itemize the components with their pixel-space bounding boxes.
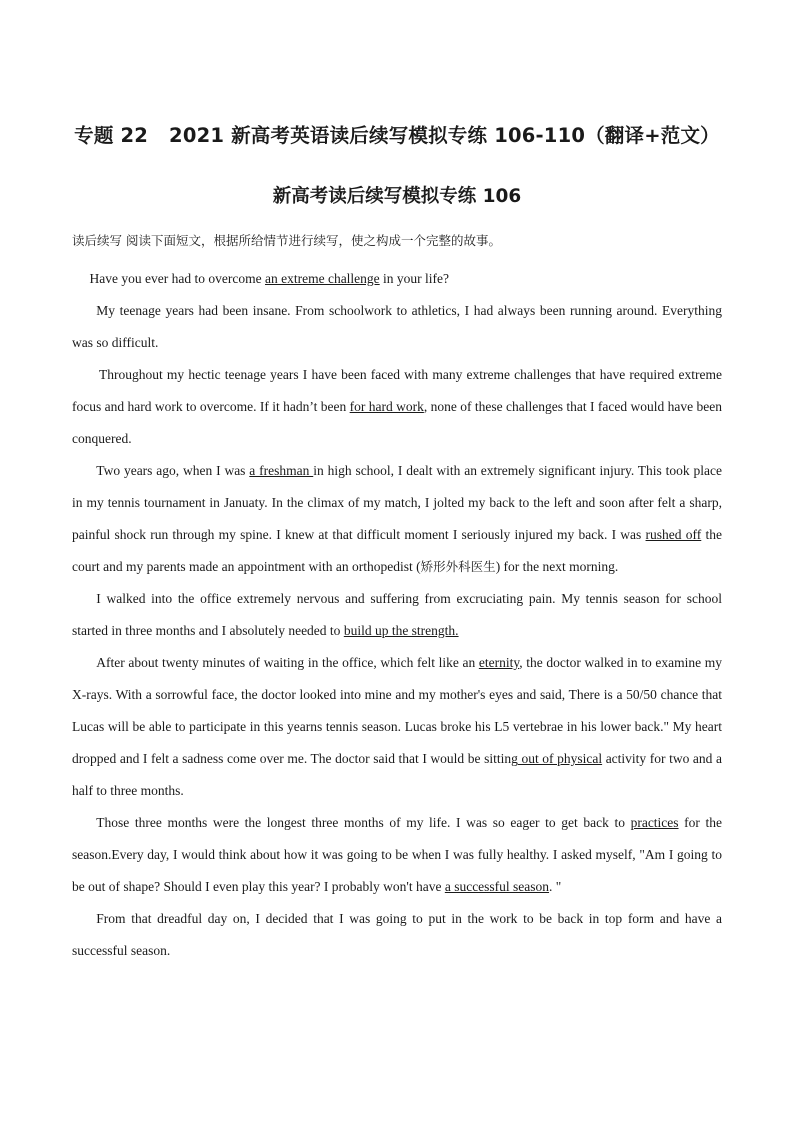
text-run: , none of these challenges that I faced would have been conquered.: [72, 399, 722, 446]
paragraph-5: [72, 583, 722, 647]
title-prefix: 专题 22: [74, 124, 149, 147]
underlined-phrase: eternity: [478, 655, 520, 670]
text-run: Throughout my hectic teenage years I have been faced with many extreme challenges that have required extreme focus and hard work to overcome. If it hadn’t been: [72, 367, 722, 414]
paragraph-6: [72, 647, 722, 807]
text-run: in your life?: [379, 271, 450, 286]
text-run: , the doctor walked in to examine my X-rays. With a sorrowful face, the doctor looked into mine and my mother's eyes and said, There is a 50/50 chance that Lucas will be able to participate in this yearns tennis season. Lucas broke his L5 vertebrae in his lower back." My heart dropped and I felt a sadness come over me. The doctor said that I would be sitting: [72, 655, 722, 766]
instruction-text: 读后续写 阅读下面短文，根据所给情节进行续写，使之构成一个完整的故事。: [72, 233, 501, 248]
text-run: From that dreadful day on, I decided that I was going to put in the work to be back in top form and have a successful season.: [72, 911, 722, 958]
paragraph-8: [72, 903, 722, 967]
text-run: I walked into the office extremely nervous and suffering from excruciating pain. My tennis season for school started in three months and I absolutely needed to: [72, 591, 722, 638]
underlined-phrase: build up the strength.: [343, 623, 459, 638]
text-run: for the season.Every day, I would think about how it was going to be when I was fully healthy. I asked myself, "Am I going to be out of shape? Should I even play this year? I probably won't have: [72, 815, 722, 894]
text-run: activity for two and a half to three months.: [72, 751, 722, 798]
underlined-phrase: an extreme challenge: [264, 271, 380, 286]
text-run: in high school, I dealt with an extremely significant injury. This took place in my tennis tournament in Januaty. In the climax of my match, I jolted my back to the left and soon after felt a sharp, painful shock run through my spine. I knew at that difficult moment I seriously injured my back. I was: [72, 463, 722, 542]
paragraph-3: [72, 359, 722, 455]
paragraph-2: [72, 295, 722, 359]
document-subtitle: 新高考读后续写模拟专练 106: [272, 186, 522, 207]
paragraph-7: [72, 807, 722, 903]
passage-body: [72, 263, 722, 967]
underlined-phrase: a successful season: [444, 879, 550, 894]
text-run: My teenage years had been insane. From schoolwork to athletics, I had always been running around. Everything was so difficult.: [72, 303, 722, 350]
text-run: Two years ago, when I was: [96, 463, 250, 478]
text-run: Those three months were the longest three months of my life. I was so eager to get back to: [96, 815, 631, 830]
paragraph-1: [72, 263, 722, 295]
text-run: After about twenty minutes of waiting in the office, which felt like an: [96, 655, 479, 670]
title-main: 2021 新高考英语读后续写模拟专练 106-110（翻译+范文）: [169, 124, 720, 147]
document-title: [0, 120, 794, 148]
paragraph-4: [72, 455, 722, 583]
text-run: Have you ever had to overcome: [89, 271, 265, 286]
underlined-phrase: out of physical: [517, 751, 603, 766]
text-run: the court and my parents made an appointment with an orthopedist (: [72, 527, 723, 574]
underlined-phrase: for hard work: [349, 399, 424, 414]
underlined-phrase: practices: [630, 815, 679, 830]
chinese-gloss: 矫形外科医生: [420, 559, 496, 574]
text-run: . ": [549, 879, 562, 894]
underlined-phrase: a freshman: [249, 463, 314, 478]
underlined-phrase: rushed off: [645, 527, 702, 542]
text-run: ) for the next morning.: [495, 559, 619, 574]
